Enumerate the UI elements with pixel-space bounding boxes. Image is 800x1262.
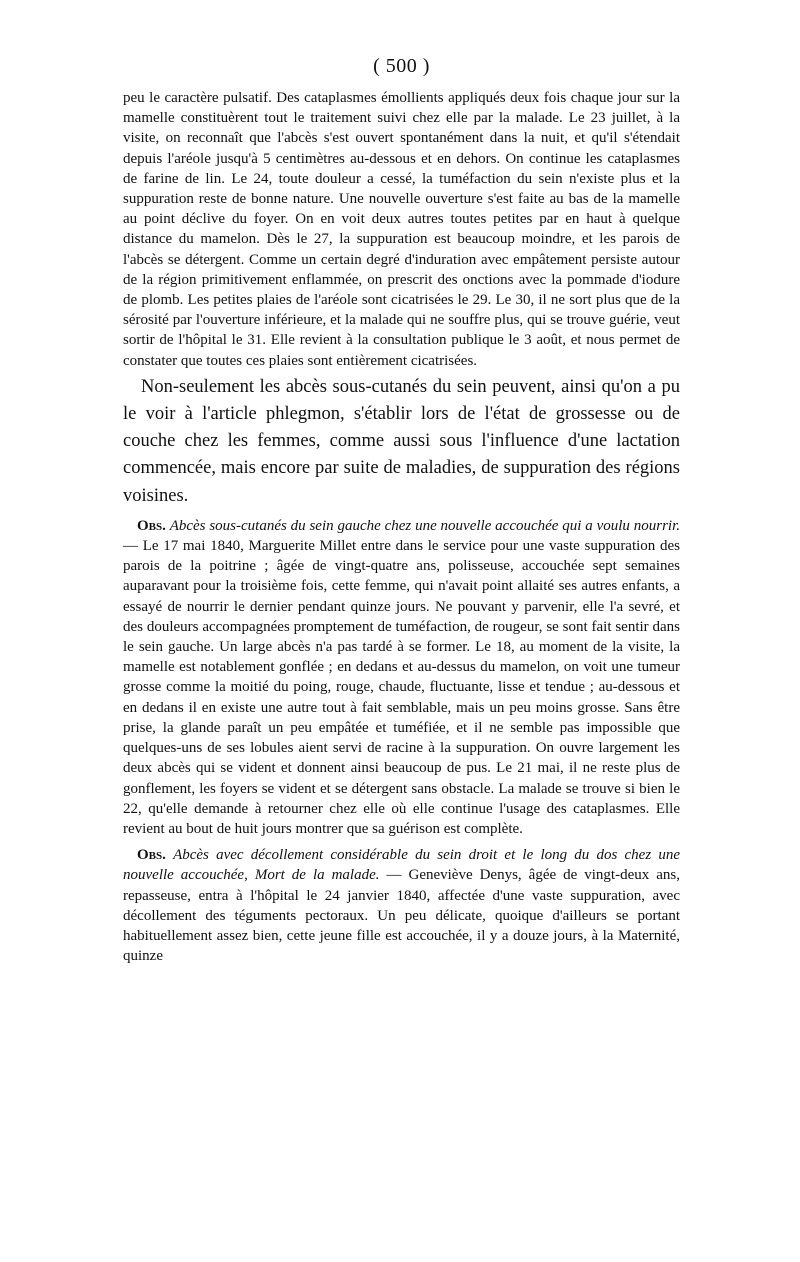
observation-label: Obs. (137, 847, 166, 864)
paragraph-general-remark: Non-seulement les abcès sous-cutanés du sein peuvent, ainsi qu'on a pu le voir à l'article phlegmon, s'établir lors de l'état de grossesse ou de couche chez les femmes, comme aussi sous l'influence d'une lactation commencée, mais encore par suite de maladies, de suppuration des régions voisines. (123, 376, 680, 506)
observation-denys (123, 845, 680, 966)
document-page (123, 54, 680, 966)
observation-title: Abcès sous-cutanés du sein gauche chez une nouvelle accouchée qui a voulu nourrir. (169, 517, 681, 534)
observation-label: Obs. (137, 517, 166, 534)
observation-millet (123, 516, 680, 839)
page-number: ( 500 ) (373, 55, 430, 77)
observation-body: — Geneviève Denys, âgée de vingt-deux ans, repasseuse, entra à l'hôpital le 24 janvier 1840, affectée d'une vaste suppuration, avec décollement des téguments pectoraux. Un peu délicate, quoique d'ailleurs se portant habituellement assez bien, cette jeune fille est accouchée, il y a douze jours, à la Maternité, quinze (123, 867, 680, 965)
observation-title: Abcès avec décollement considérable du sein droit et le long du dos chez une nouvelle accouchée, Mort de la malade. (123, 847, 681, 884)
paragraph-case-continuation: peu le caractère pulsatif. Des cataplasmes émollients appliqués deux fois chaque jour sur la mamelle constituèrent tout le traitement suivi chez elle par la malade. Le 23 juillet, à la visite, on reconnaît que l'abcès s'est ouvert spontanément dans la nuit, et qu'il s'étendait depuis l'aréole jusqu'à 5 centimètres au-dessous et en dehors. On continue les cataplasmes de farine de lin. Le 24, toute douleur a cessé, la tuméfaction du sein n'existe plus et la suppuration reste de bonne nature. Une nouvelle ouverture s'est faite au bas de la mamelle au point déclive du foyer. On en voit deux autres toutes petites par en haut à quelque distance du mamelon. Dès le 27, la suppuration est beaucoup moindre, et les parois de l'abcès se détergent. Comme un certain degré d'induration avec empâtement persiste autour de la région primitivement enflammée, on prescrit des onctions avec la pommade d'iodure de plomb. Les petites plaies de l'aréole sont cicatrisées le 29. Le 30, il ne sort plus que de la sérosité par l'ouverture inférieure, et la malade qui ne souffre plus, qui se trouve guérie, veut sortir de l'hôpital le 31. Elle revient à la consultation publique le 3 août, et nous permet de constater que toutes ces plaies sont entièrement cicatrisées. (123, 90, 680, 369)
observation-body: — Le 17 mai 1840, Marguerite Millet entre dans le service pour une vaste suppuration des parois de la poitrine ; âgée de vingt-quatre ans, polisseuse, accouchée sept semaines auparavant pour la troisième fois, cette femme, qui n'avait point allaité ses autres enfants, a essayé de nourrir le dernier pendant quinze jours. Ne pouvant y parvenir, elle l'a sevré, et des douleurs accompagnées promptement de tuméfaction, de rougeur, se sont fait sentir dans le sein gauche. Un large abcès n'a pas tardé à se former. Le 18, au moment de la visite, la mamelle est notablement gonflée ; en dedans et au-dessus du mamelon, on voit une tumeur grosse comme la moitié du poing, rouge, chaude, fluctuante, lisse et tendue ; au-dessous et en dedans il en existe une autre tout à fait semblable, mais un peu moins grosse. Sans être prise, la glande paraît un peu empâtée et tuméfiée, et il ne semble pas impossible que quelques-uns de ses lobules aient servi de racine à la suppuration. On ouvre largement les deux abcès qui se vident et donnent ainsi beaucoup de pus. Le 21 mai, il ne reste plus de gonflement, les foyers se vident et se détergent sans obstacle. La malade se trouve si bien le 22, qu'elle demande à retourner chez elle où elle continue l'usage des cataplasmes. Elle revient au bout de huit jours montrer que sa guérison est complète. (123, 538, 680, 837)
